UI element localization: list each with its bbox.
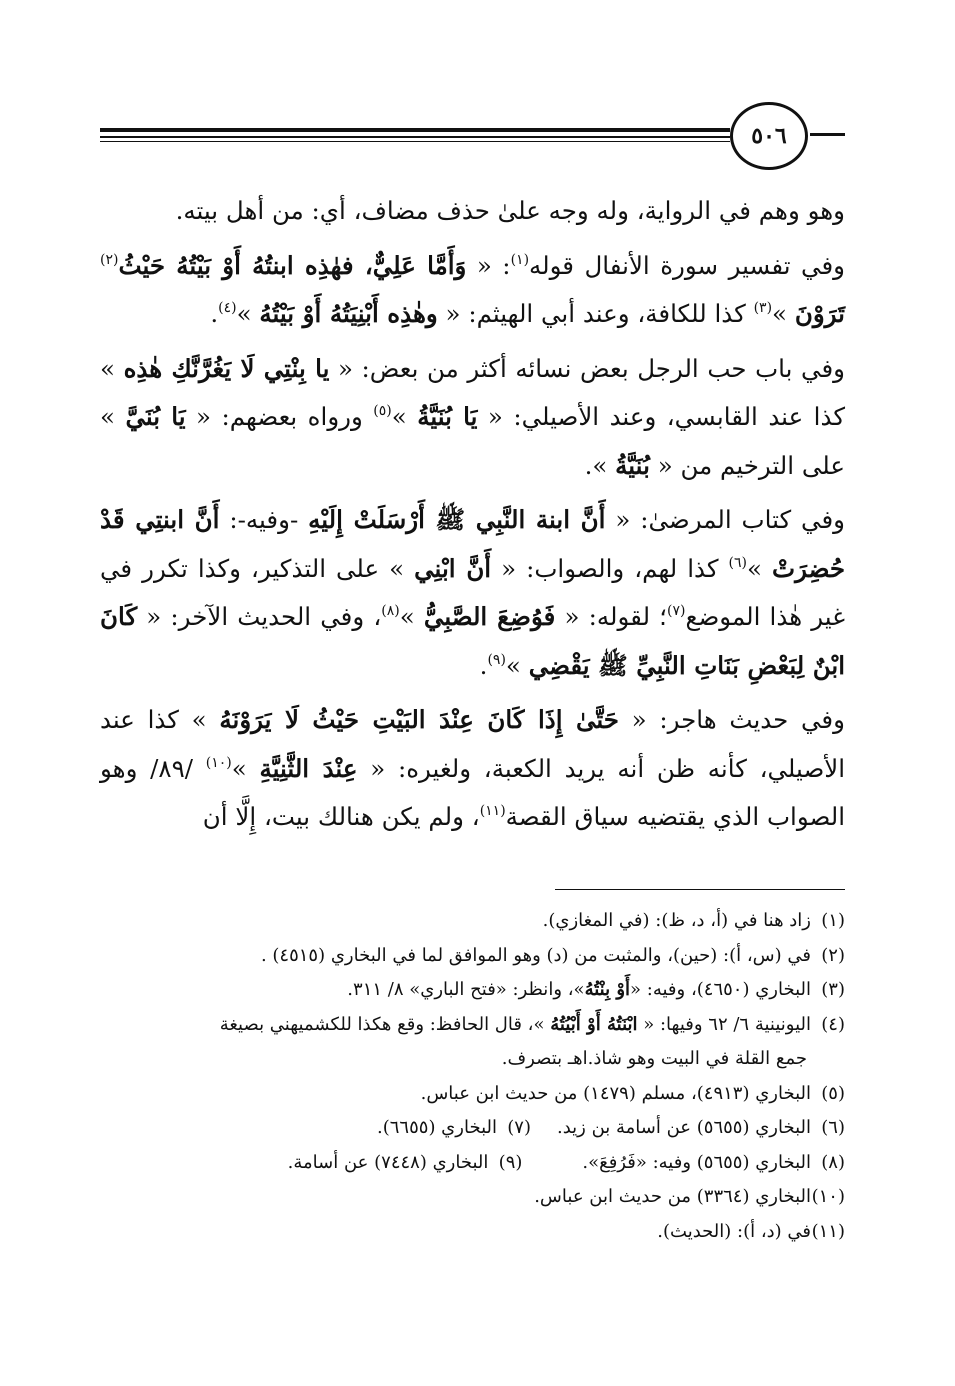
footnote-number: (٦) bbox=[821, 1117, 845, 1138]
footnote-ref[interactable]: (١٠) bbox=[205, 754, 232, 771]
header-rule-thick bbox=[100, 128, 730, 132]
quote-text: أَنَّ ابنتِي قَدْ حُضِرَتْ bbox=[100, 505, 845, 583]
text-run: ، ولم يكن هنالك بيت، إِلَّا أن bbox=[202, 802, 480, 831]
footnote-1 bbox=[100, 904, 845, 939]
text-run: ». bbox=[584, 450, 616, 480]
text-run: . bbox=[479, 650, 488, 680]
footnote-separator bbox=[555, 889, 845, 890]
footnote-text: جمع القلة في البيت وهو شاذ.اهـ بتصرف. bbox=[501, 1048, 807, 1069]
quote-text: كَانَ ابْنٌ لِبَعْضِ بَنَاتِ النَّبِيِّ ﷺ يَقْضِي bbox=[100, 602, 845, 680]
footnote-text: في (س، أ): (حين)، والمثبت من (د) وهو الموافق لما في البخاري (٤٥١٥) . bbox=[260, 944, 811, 966]
footnote-number: (٤) bbox=[821, 1013, 845, 1035]
footnote-text: في (د، أ): (الحديث). bbox=[657, 1220, 811, 1242]
footnote-3 bbox=[100, 973, 845, 1008]
page-number: ٥٠٦ bbox=[730, 102, 808, 170]
quote-text: يَا بُنَيَّ bbox=[125, 402, 186, 431]
text-run: » bbox=[505, 650, 529, 680]
footnote-text: البخاري (٥٦٥٥) وفيه: «فَرُفِعَ». bbox=[582, 1151, 811, 1173]
text-run: وفي حديث هاجر: « bbox=[618, 705, 845, 734]
footnote-text: اليونينية ٦/ ٦٢ وفيها: « bbox=[637, 1013, 811, 1035]
main-text bbox=[100, 187, 845, 842]
footnote-ref[interactable]: (٨) bbox=[381, 603, 400, 619]
quote-text: أَنَّ ابْنِي bbox=[414, 553, 492, 583]
footnote-number: (١٠) bbox=[811, 1186, 845, 1207]
text-run: » على الترخيم من « bbox=[100, 402, 845, 480]
text-run: كذا للكافة، وعند أبي الهيثم: « bbox=[437, 299, 754, 328]
footnote-text: البخاري (٦٦٥٥). bbox=[377, 1117, 497, 1138]
text-run: » على التذكير، وكذا تكرر في غير هٰذا الموضع bbox=[100, 553, 846, 631]
quote-text: أَنَّ ابنة النَّبِي ﷺ أَرْسَلَتْ إِلَيْهِ bbox=[308, 505, 606, 534]
footnote-text: البخاري (٤٦٥٠)، وفيه: « bbox=[630, 979, 811, 1000]
page-header bbox=[0, 100, 955, 180]
text-run: » bbox=[772, 299, 795, 328]
quote-text: فَوُضِعَ الصَّبِيُّ bbox=[423, 602, 556, 631]
text-run: -وفيه-: bbox=[219, 505, 309, 534]
text-run: » bbox=[399, 602, 424, 631]
footnote-ref[interactable]: (٣) bbox=[753, 300, 773, 316]
footnote-4-continuation bbox=[100, 1042, 845, 1077]
text-run: » bbox=[236, 299, 260, 328]
footnote-number: (١١) bbox=[811, 1220, 845, 1242]
footnote-ref[interactable]: (١١) bbox=[479, 803, 506, 819]
text-run: » bbox=[391, 402, 418, 431]
footnote-6-7 bbox=[100, 1111, 845, 1146]
quote-text: تَرَوْنَ bbox=[794, 299, 845, 328]
header-rule-thin bbox=[100, 141, 730, 142]
paragraph-3 bbox=[100, 345, 845, 491]
text-run: : « bbox=[466, 250, 511, 280]
footnote-2 bbox=[100, 939, 845, 974]
quote-text: عِنْدَ الثَّنِيَّةِ bbox=[259, 753, 358, 783]
footnote-text: البخاري (٣٣٦٤) من حديث ابن عباس. bbox=[534, 1186, 811, 1207]
footnotes bbox=[100, 904, 845, 1249]
text-run: /٨٩/ وهو الصواب الذي يقتضيه سياق القصة bbox=[100, 753, 845, 831]
text-run: كذا لهم، والصواب: « bbox=[491, 553, 729, 583]
quote-text: يا بِنْتِي لَا يَغُرَّنَّكِ هٰذِه bbox=[123, 353, 330, 383]
text-run: وفي كتاب المرضىٰ: « bbox=[605, 505, 846, 534]
footnote-4 bbox=[100, 1008, 845, 1043]
quote-text: حَتَّىٰ إِذَا كَانَ عِنْدَ البَيْتِ حَيْثُ لَا يَرَوْنَهُ bbox=[219, 705, 619, 734]
text-run: ، وفي الحديث الآخر: « bbox=[137, 602, 382, 631]
text-run: ورواه بعضهم: « bbox=[185, 402, 374, 431]
text-run: » bbox=[231, 753, 260, 783]
quote-text: بُنَيَّةُ bbox=[615, 450, 650, 480]
footnote-ref[interactable]: (٩) bbox=[487, 651, 506, 668]
text-run: » كذا عند الأصيلي، كأنه ظن أنه يريد الكعبة، ولغيره: « bbox=[100, 705, 846, 783]
header-rule-tail bbox=[810, 133, 845, 136]
text-run: » bbox=[747, 553, 773, 583]
header-rule-medium bbox=[100, 136, 730, 138]
p1-text: وهو وهم في الرواية، وله وجه علىٰ حذف مضاف، أي: من أهل بيته. bbox=[175, 196, 845, 225]
footnote-ref[interactable]: (٧) bbox=[666, 603, 686, 619]
footnote-5 bbox=[100, 1077, 845, 1112]
paragraph-5 bbox=[100, 696, 845, 842]
text-run: وفي باب حب الرجل بعض نسائه أكثر من بعض: « bbox=[329, 353, 845, 383]
footnote-text: البخاري (٧٤٤٨) عن أسامة. bbox=[287, 1151, 489, 1173]
footnote-text: »، وانظر: «فتح الباري» ٨/ ٣١١. bbox=[347, 979, 585, 1000]
footnote-8-9 bbox=[100, 1146, 845, 1181]
footnote-text: البخاري (٤٩١٣)، مسلم (١٤٧٩) من حديث ابن عباس. bbox=[420, 1082, 811, 1104]
footnote-number: (٣) bbox=[821, 979, 845, 1000]
footnote-number: (٩) bbox=[498, 1151, 523, 1173]
footnote-ref[interactable]: (٦) bbox=[728, 554, 748, 571]
quote-text: وَأَمَّا عَلِيٌّ، فهٰذِه ابنتُهُ أَوْ بَيْتُهُ حَيْثُ bbox=[118, 250, 467, 280]
footnote-quote: ابْنَتُهُ أَوْ أَبْيُتُهُ bbox=[550, 1013, 638, 1035]
text-run: ؛ لقوله: « bbox=[555, 602, 667, 631]
text-run: . bbox=[210, 299, 219, 328]
footnote-quote: أَوْ بِنْتُهُ bbox=[584, 979, 631, 1000]
footnote-10 bbox=[100, 1180, 845, 1215]
paragraph-1 bbox=[100, 187, 845, 236]
footnote-text: زاد هنا في (أ، د، ظ): (في المغازي). bbox=[542, 910, 811, 931]
quote-text: وهٰذِه أَبْنِيَتُهُ أَوْ بَيْتُهُ bbox=[259, 299, 438, 328]
footnote-text: »، قال الحافظ: وقع هكذا للكشميهني بصيغة bbox=[219, 1013, 551, 1035]
footnote-ref[interactable]: (٥) bbox=[373, 403, 392, 419]
footnote-number: (٧) bbox=[507, 1117, 531, 1138]
paragraph-2 bbox=[100, 242, 845, 339]
footnote-ref[interactable]: (١) bbox=[510, 251, 530, 268]
text-run: » كذا عند القابسي، وعند الأصيلي: « bbox=[100, 353, 845, 431]
footnote-number: (٨) bbox=[821, 1151, 845, 1173]
quote-text: يَا بُنَيَّةُ bbox=[417, 402, 478, 431]
text-run: وفي تفسير سورة الأنفال قوله bbox=[529, 250, 845, 280]
footnote-number: (١) bbox=[821, 910, 845, 931]
footnote-number: (٢) bbox=[821, 944, 845, 966]
footnote-number: (٥) bbox=[821, 1082, 845, 1104]
footnote-ref[interactable]: (٤) bbox=[218, 300, 237, 316]
footnote-text: البخاري (٥٦٥٥) عن أسامة بن زيد. bbox=[556, 1117, 811, 1138]
footnote-ref[interactable]: (٢) bbox=[100, 251, 119, 268]
footnote-11 bbox=[100, 1215, 845, 1250]
paragraph-4 bbox=[100, 496, 845, 690]
